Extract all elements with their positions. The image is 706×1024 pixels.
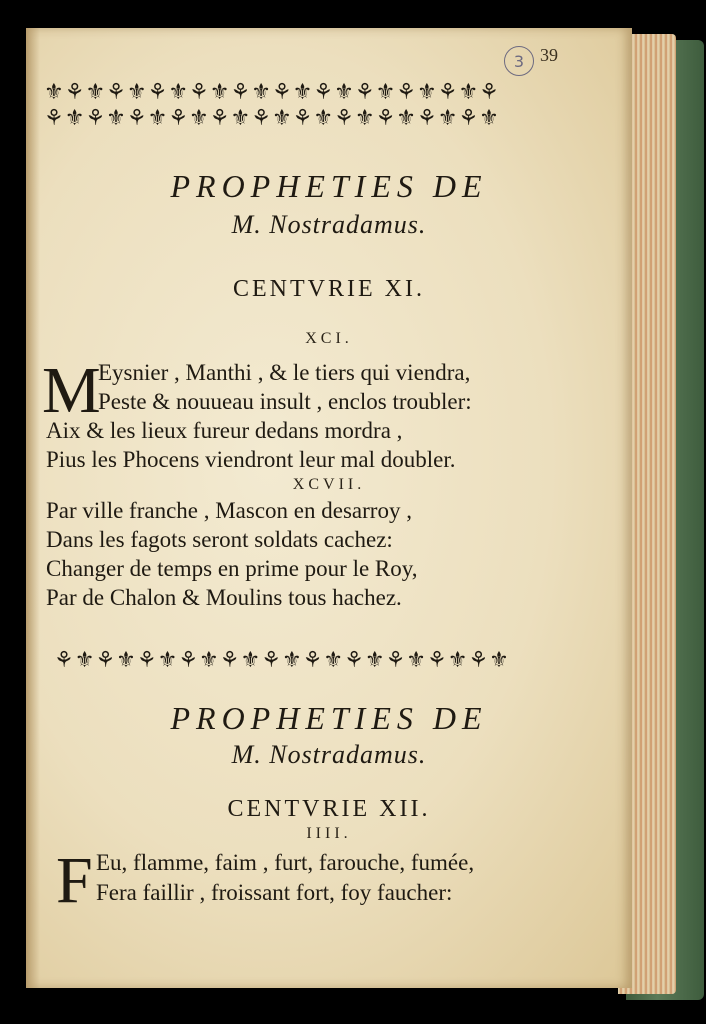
- verse-line: Pius les Phocens viendront leur mal doubler.: [46, 447, 456, 472]
- verse-line: Changer de temps en prime pour le Roy,: [46, 556, 418, 581]
- verse-line: Dans les fagots seront soldats cachez:: [46, 527, 393, 552]
- drop-cap: M: [42, 354, 101, 427]
- section-title: PROPHETIES DE: [170, 168, 488, 204]
- quatrain-number: XCI.: [305, 330, 353, 347]
- page-number: 39: [540, 44, 558, 65]
- verse-line: Eysnier , Manthi , & le tiers qui viendra,: [98, 360, 471, 385]
- verse-line: Fera faillir , froissant fort, foy faucher:: [96, 880, 453, 905]
- fleuron-row: ⚜⚘⚜⚘⚜⚘⚜⚘⚜⚘⚜⚘⚜⚘⚜⚘⚜⚘⚜⚘⚜⚘: [44, 80, 500, 105]
- fleuron-ornament-divider: ⚘⚜⚘⚜⚘⚜⚘⚜⚘⚜⚘⚜⚘⚜⚘⚜⚘⚜⚘⚜⚘⚜: [54, 648, 510, 673]
- folio: [504, 46, 558, 76]
- folio-stamp: 3: [504, 46, 534, 76]
- verse-line: Aix & les lieux fureur dedans mordra ,: [46, 418, 403, 443]
- fleuron-ornament-top: [44, 80, 556, 132]
- section-title: PROPHETIES DE: [170, 700, 488, 736]
- section-subtitle: M. Nostradamus.: [231, 740, 427, 769]
- verse-line: Eu, flamme, faim , furt, farouche, fumée,: [96, 850, 475, 875]
- quatrain-number: IIII.: [306, 825, 352, 842]
- book: [26, 28, 680, 994]
- drop-cap: F: [56, 844, 93, 917]
- verse-line: Par ville franche , Mascon en desarroy ,: [46, 498, 412, 523]
- verse-line: Peste & nouueau insult , enclos troubler:: [98, 389, 472, 414]
- quatrain-number: XCVII.: [292, 476, 366, 493]
- fleuron-row: ⚘⚜⚘⚜⚘⚜⚘⚜⚘⚜⚘⚜⚘⚜⚘⚜⚘⚜⚘⚜⚘⚜: [44, 106, 500, 131]
- verse-line: Par de Chalon & Moulins tous hachez.: [46, 585, 402, 610]
- book-page: [26, 28, 632, 988]
- century-heading: CENTVRIE XI.: [233, 276, 425, 302]
- century-heading: CENTVRIE XII.: [227, 796, 431, 822]
- section-subtitle: M. Nostradamus.: [231, 210, 427, 239]
